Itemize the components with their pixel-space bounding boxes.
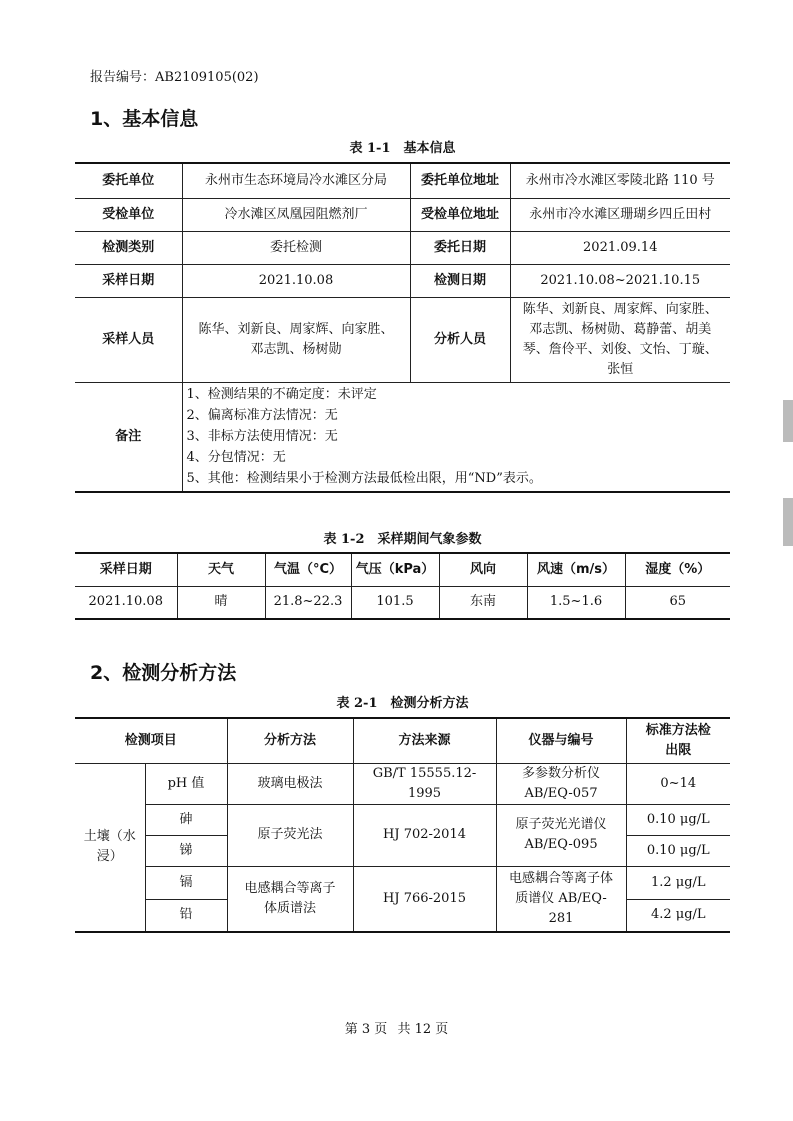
samplers-label: 采样人员 <box>75 297 182 382</box>
client-label: 委托单位 <box>75 163 182 198</box>
analysts-label: 分析人员 <box>410 297 510 382</box>
header-detection-limit: 标准方法检出限 <box>626 718 730 763</box>
weather-header: 气温（°C） <box>265 553 351 586</box>
item-arsenic: 砷 <box>145 804 227 835</box>
test-type-value: 委托检测 <box>182 231 410 264</box>
item-lead: 铅 <box>145 899 227 932</box>
instrument-ph: 多参数分析仪 AB/EQ-057 <box>496 763 626 804</box>
weather-cell: 65 <box>625 586 730 619</box>
item-antimony: 锑 <box>145 835 227 866</box>
note-item: 5、其他：检测结果小于检测方法最低检出限，用“ND”表示。 <box>186 471 542 487</box>
weather-cell: 东南 <box>439 586 527 619</box>
page-total: 共 12 页 <box>397 1022 449 1037</box>
limit-lead: 4.2 μg/L <box>626 899 730 932</box>
method-icpms: 电感耦合等离子体质谱法 <box>227 866 353 932</box>
inspected-address-value: 永州市冷水滩区珊瑚乡四丘田村 <box>510 198 730 231</box>
test-date-value: 2021.10.08~2021.10.15 <box>510 264 730 297</box>
client-address-label: 委托单位地址 <box>410 163 510 198</box>
weather-header: 采样日期 <box>75 553 177 586</box>
analysts-value: 陈华、刘新良、周家辉、向家胜、邓志凯、杨树勋、葛静蕾、胡美琴、詹伶平、刘俊、文怡、丁璇、张恒 <box>510 297 730 382</box>
limit-cadmium: 1.2 μg/L <box>626 866 730 899</box>
weather-header: 风向 <box>439 553 527 586</box>
item-ph: pH 值 <box>145 763 227 804</box>
commission-date-value: 2021.09.14 <box>510 231 730 264</box>
header-method: 分析方法 <box>227 718 353 763</box>
header-source: 方法来源 <box>353 718 496 763</box>
report-number: 报告编号：AB2109105(02) <box>90 70 259 85</box>
methods-table <box>75 717 730 933</box>
weather-cell: 1.5~1.6 <box>527 586 625 619</box>
weather-cell: 21.8~22.3 <box>265 586 351 619</box>
sample-category: 土壤（水浸） <box>75 763 145 932</box>
table-1-1-caption: 表 1-1 基本信息 <box>349 141 456 156</box>
note-item: 3、非标方法使用情况：无 <box>186 429 338 445</box>
method-ph: 玻璃电极法 <box>227 763 353 804</box>
item-cadmium: 镉 <box>145 866 227 899</box>
weather-header: 气压（kPa） <box>351 553 439 586</box>
inspected-unit-label: 受检单位 <box>75 198 182 231</box>
source-afs: HJ 702-2014 <box>353 804 496 866</box>
inspected-unit-value: 冷水滩区凤凰园阻燃剂厂 <box>182 198 410 231</box>
sampling-date-value: 2021.10.08 <box>182 264 410 297</box>
basic-info-table <box>75 162 730 493</box>
source-ph: GB/T 15555.12-1995 <box>353 763 496 804</box>
weather-table <box>75 552 730 620</box>
binding-edge-mark <box>783 400 793 442</box>
instrument-icpms: 电感耦合等离子体质谱仪 AB/EQ-281 <box>496 866 626 932</box>
weather-cell: 晴 <box>177 586 265 619</box>
instrument-afs: 原子荧光光谱仪 AB/EQ-095 <box>496 804 626 866</box>
client-address-value: 永州市冷水滩区零陵北路 110 号 <box>510 163 730 198</box>
inspected-address-label: 受检单位地址 <box>410 198 510 231</box>
weather-header: 天气 <box>177 553 265 586</box>
limit-antimony: 0.10 μg/L <box>626 835 730 866</box>
notes-label: 备注 <box>75 382 182 492</box>
method-afs: 原子荧光法 <box>227 804 353 866</box>
commission-date-label: 委托日期 <box>410 231 510 264</box>
test-date-label: 检测日期 <box>410 264 510 297</box>
page-footer <box>0 1018 793 1037</box>
source-icpms: HJ 766-2015 <box>353 866 496 932</box>
note-item: 2、偏离标准方法情况：无 <box>186 408 338 424</box>
sampling-date-label: 采样日期 <box>75 264 182 297</box>
section-title-methods: 2、检测分析方法 <box>90 662 237 684</box>
weather-cell: 2021.10.08 <box>75 586 177 619</box>
note-item: 1、检测结果的不确定度：未评定 <box>186 387 377 403</box>
samplers-value: 陈华、刘新良、周家辉、向家胜、邓志凯、杨树勋 <box>182 297 410 382</box>
table-2-1-caption: 表 2-1 检测分析方法 <box>336 696 469 711</box>
binding-edge-mark <box>783 498 793 546</box>
page-number: 第 3 页 <box>344 1022 388 1037</box>
test-type-label: 检测类别 <box>75 231 182 264</box>
header-item: 检测项目 <box>75 718 227 763</box>
weather-header: 湿度（%） <box>625 553 730 586</box>
client-value: 永州市生态环境局冷水滩区分局 <box>182 163 410 198</box>
weather-cell: 101.5 <box>351 586 439 619</box>
limit-arsenic: 0.10 μg/L <box>626 804 730 835</box>
table-1-2-caption: 表 1-2 采样期间气象参数 <box>323 532 482 547</box>
section-title-basic-info: 1、基本信息 <box>90 108 199 130</box>
header-instrument: 仪器与编号 <box>496 718 626 763</box>
limit-ph: 0~14 <box>626 763 730 804</box>
weather-header: 风速（m/s） <box>527 553 625 586</box>
note-item: 4、分包情况：无 <box>186 450 286 466</box>
notes-list <box>182 382 730 492</box>
